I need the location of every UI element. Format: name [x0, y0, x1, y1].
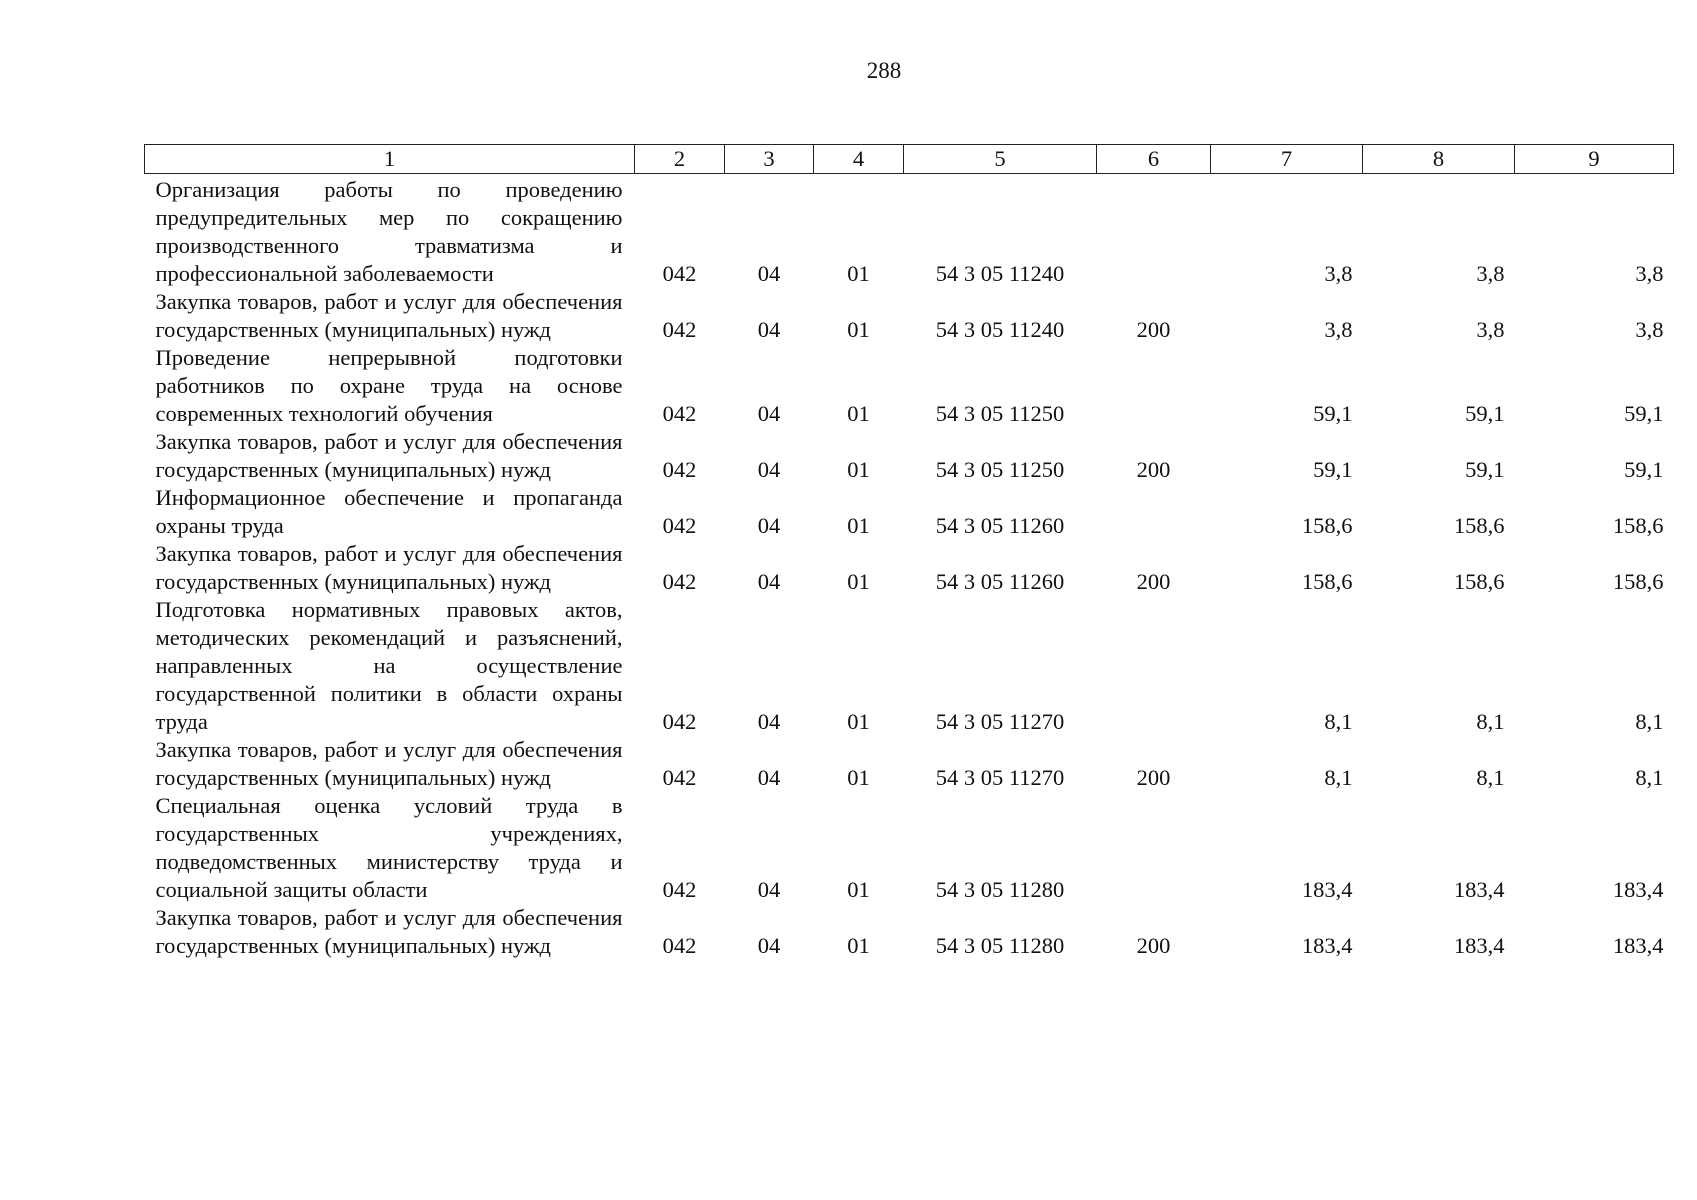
cell-col8: 8,1 — [1476, 709, 1505, 734]
cell-col9: 158,6 — [1612, 513, 1664, 538]
cell-col3: 04 — [757, 569, 781, 594]
cell-col8: 59,1 — [1465, 457, 1505, 482]
cell-col2: 042 — [662, 933, 697, 958]
cell-col5: 54 3 05 11280 — [935, 877, 1065, 902]
cell-col4: 01 — [847, 513, 870, 538]
cell-col4: 01 — [847, 317, 870, 342]
table-row — [145, 736, 1674, 792]
cell-col9: 3,8 — [1635, 261, 1664, 286]
cell-col2: 042 — [662, 877, 697, 902]
cell-col8: 3,8 — [1476, 261, 1505, 286]
cell-col6 — [1097, 174, 1211, 289]
table-row — [145, 288, 1674, 344]
cell-col6 — [1097, 344, 1211, 428]
cell-col5: 54 3 05 11240 — [935, 261, 1065, 286]
cell-col8: 3,8 — [1476, 317, 1505, 342]
column-header: 7 — [1211, 145, 1363, 174]
cell-col4: 01 — [847, 457, 870, 482]
row-name: Закупка товаров, работ и услуг для обеспечения государственных (муниципальных) нужд — [155, 905, 623, 958]
cell-col7: 183,4 — [1301, 877, 1353, 902]
cell-col2: 042 — [662, 569, 697, 594]
cell-col9: 3,8 — [1635, 317, 1664, 342]
cell-col7: 3,8 — [1324, 317, 1353, 342]
column-header: 8 — [1363, 145, 1515, 174]
cell-col7: 8,1 — [1324, 709, 1353, 734]
cell-col8: 183,4 — [1453, 877, 1505, 902]
cell-col3: 04 — [757, 765, 781, 790]
cell-col3: 04 — [757, 457, 781, 482]
cell-col7: 8,1 — [1324, 765, 1353, 790]
cell-col8: 59,1 — [1465, 401, 1505, 426]
row-name: Организация работы по проведению предупредительных мер по сокращению производственного травматизма и профессиональной заболеваемости — [155, 177, 623, 286]
cell-col4: 01 — [847, 709, 870, 734]
cell-col9: 158,6 — [1612, 569, 1664, 594]
cell-col5: 54 3 05 11280 — [935, 933, 1065, 958]
cell-col9: 183,4 — [1612, 933, 1664, 958]
cell-col5: 54 3 05 11250 — [935, 457, 1065, 482]
cell-col9: 183,4 — [1612, 877, 1664, 902]
cell-col5: 54 3 05 11270 — [935, 709, 1065, 734]
cell-col3: 04 — [757, 401, 781, 426]
cell-col7: 3,8 — [1324, 261, 1353, 286]
cell-col9: 8,1 — [1635, 709, 1664, 734]
cell-col8: 8,1 — [1476, 765, 1505, 790]
page-number: 288 — [866, 58, 902, 83]
cell-col6 — [1097, 792, 1211, 904]
column-header: 4 — [814, 145, 904, 174]
cell-col4: 01 — [847, 261, 870, 286]
table-row — [145, 484, 1674, 540]
header-row — [145, 145, 1674, 174]
cell-col5: 54 3 05 11270 — [935, 765, 1065, 790]
cell-col8: 183,4 — [1453, 933, 1505, 958]
row-name: Проведение непрерывной подготовки работников по охране труда на основе современных технологий обучения — [155, 345, 623, 426]
cell-col9: 59,1 — [1624, 401, 1664, 426]
row-name: Закупка товаров, работ и услуг для обеспечения государственных (муниципальных) нужд — [155, 737, 623, 790]
cell-col6: 200 — [1136, 765, 1171, 790]
table-row — [145, 344, 1674, 428]
cell-col3: 04 — [757, 933, 781, 958]
table-row — [145, 596, 1674, 736]
cell-col7: 183,4 — [1301, 933, 1353, 958]
column-header: 3 — [725, 145, 814, 174]
cell-col6: 200 — [1136, 569, 1171, 594]
cell-col2: 042 — [662, 457, 697, 482]
cell-col3: 04 — [757, 709, 781, 734]
cell-col4: 01 — [847, 765, 870, 790]
cell-col2: 042 — [662, 709, 697, 734]
column-header: 9 — [1515, 145, 1674, 174]
cell-col4: 01 — [847, 877, 870, 902]
cell-col6: 200 — [1136, 933, 1171, 958]
cell-col2: 042 — [662, 513, 697, 538]
cell-col6: 200 — [1136, 457, 1171, 482]
table-row — [145, 904, 1674, 960]
row-name: Закупка товаров, работ и услуг для обеспечения государственных (муниципальных) нужд — [155, 289, 623, 342]
cell-col7: 158,6 — [1301, 569, 1353, 594]
cell-col2: 042 — [662, 401, 697, 426]
budget-table — [144, 144, 1674, 960]
row-name: Специальная оценка условий труда в государственных учреждениях, подведомственных министерству труда и социальной защиты области — [155, 793, 623, 902]
table-row — [145, 540, 1674, 596]
row-name: Закупка товаров, работ и услуг для обеспечения государственных (муниципальных) нужд — [155, 429, 623, 482]
table-row — [145, 174, 1674, 289]
row-name: Закупка товаров, работ и услуг для обеспечения государственных (муниципальных) нужд — [155, 541, 623, 594]
cell-col4: 01 — [847, 933, 870, 958]
table-row — [145, 792, 1674, 904]
cell-col4: 01 — [847, 569, 870, 594]
column-header: 6 — [1097, 145, 1211, 174]
cell-col6 — [1097, 596, 1211, 736]
cell-col7: 59,1 — [1313, 401, 1353, 426]
column-header: 1 — [145, 145, 635, 174]
cell-col8: 158,6 — [1453, 569, 1505, 594]
cell-col5: 54 3 05 11260 — [935, 513, 1065, 538]
cell-col2: 042 — [662, 765, 697, 790]
cell-col3: 04 — [757, 317, 781, 342]
column-header: 5 — [904, 145, 1097, 174]
cell-col2: 042 — [662, 317, 697, 342]
cell-col3: 04 — [757, 877, 781, 902]
cell-col3: 04 — [757, 513, 781, 538]
column-header: 2 — [635, 145, 725, 174]
cell-col5: 54 3 05 11240 — [935, 317, 1065, 342]
cell-col6: 200 — [1136, 317, 1171, 342]
cell-col4: 01 — [847, 401, 870, 426]
cell-col2: 042 — [662, 261, 697, 286]
cell-col7: 158,6 — [1301, 513, 1353, 538]
cell-col9: 59,1 — [1624, 457, 1664, 482]
row-name: Информационное обеспечение и пропаганда охраны труда — [155, 485, 623, 538]
cell-col9: 8,1 — [1635, 765, 1664, 790]
cell-col3: 04 — [757, 261, 781, 286]
cell-col5: 54 3 05 11250 — [935, 401, 1065, 426]
table-row — [145, 428, 1674, 484]
cell-col8: 158,6 — [1453, 513, 1505, 538]
cell-col5: 54 3 05 11260 — [935, 569, 1065, 594]
row-name: Подготовка нормативных правовых актов, методических рекомендаций и разъяснений, направленных на осуществление государственной политики в области охраны труда — [155, 597, 623, 734]
cell-col6 — [1097, 484, 1211, 540]
cell-col7: 59,1 — [1313, 457, 1353, 482]
